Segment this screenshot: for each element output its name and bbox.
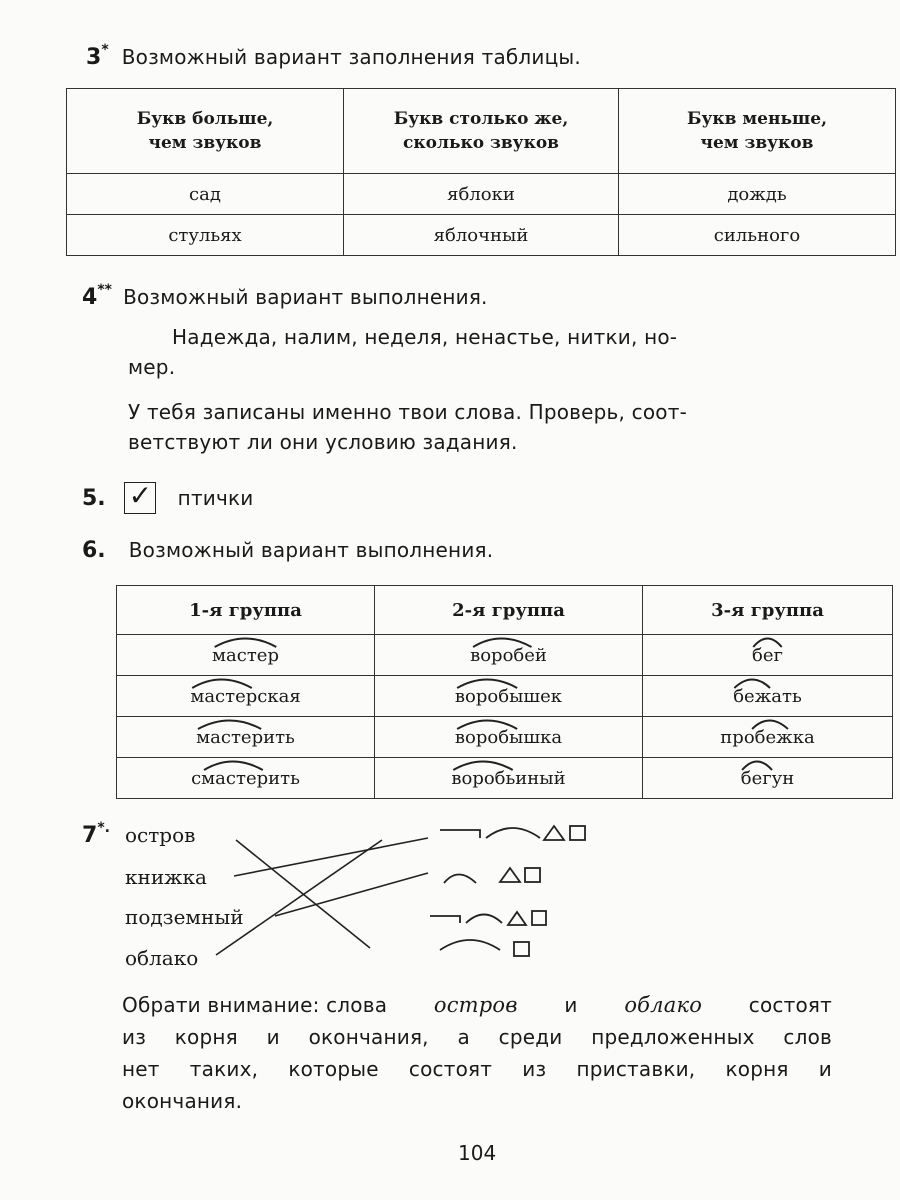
task6-text: Возможный вариант выполнения. bbox=[128, 538, 494, 562]
task7-note-line4: окончания. bbox=[122, 1089, 243, 1113]
word-scheme-icon bbox=[440, 940, 529, 956]
word-scheme-icon bbox=[444, 868, 540, 883]
table-header-cell: 2-я группа bbox=[375, 586, 643, 635]
root-word: смастерить bbox=[191, 768, 300, 789]
root-word: мастер bbox=[212, 645, 279, 666]
task5-number: 5. bbox=[82, 485, 106, 511]
task4-number: 4** bbox=[82, 282, 112, 311]
root-word: бежать bbox=[733, 686, 802, 707]
task7-word: книжка bbox=[125, 865, 207, 889]
table-header-cell: 1-я группа bbox=[117, 586, 375, 635]
task3-text: Возможный вариант заполнения таблицы. bbox=[121, 45, 581, 70]
task4-text: Возможный вариант выполнения. bbox=[123, 285, 488, 310]
task7-note-line2: из корня и окончания, а среди предложенных слов bbox=[122, 1025, 832, 1049]
match-line bbox=[234, 838, 428, 876]
task7-word: остров bbox=[125, 823, 196, 847]
root-word: мастерская bbox=[190, 686, 300, 707]
task5-answer: птички bbox=[177, 486, 254, 510]
table-header-cell: Букв меньше, чем звуков bbox=[619, 89, 896, 174]
root-word: воробышек bbox=[455, 686, 562, 707]
root-word: воробьиный bbox=[451, 768, 565, 789]
root-word: бег bbox=[752, 645, 783, 666]
match-line bbox=[275, 873, 428, 916]
task7-note-line3: нет таких, которые состоят из приставки, корня и bbox=[122, 1057, 832, 1081]
task7-word: подземный bbox=[125, 905, 244, 929]
table-header-cell: Букв больше, чем звуков bbox=[67, 89, 344, 174]
table-cell: яблоки bbox=[344, 174, 619, 215]
task4-note-line1: У тебя записаны именно твои слова. Проверь, соот- bbox=[128, 400, 687, 424]
table-header-cell: 3-я группа bbox=[643, 586, 893, 635]
task7-number: 7*. bbox=[82, 820, 110, 849]
word-scheme-icon bbox=[430, 911, 546, 925]
root-word: пробежка bbox=[720, 727, 814, 748]
page-number: 104 bbox=[458, 1141, 497, 1165]
root-word: бегун bbox=[741, 768, 795, 789]
check-mark-icon: ✓ bbox=[128, 479, 153, 512]
table-cell: сильного bbox=[619, 215, 896, 256]
task4-note-line2: ветствуют ли они условию задания. bbox=[128, 430, 518, 454]
task3-number: 3* bbox=[86, 42, 109, 71]
task7-word: облако bbox=[125, 946, 199, 970]
task6-number: 6. bbox=[82, 538, 106, 563]
table-header-cell: Букв столько же, сколько звуков bbox=[344, 89, 619, 174]
task4-words-line1: Надежда, налим, неделя, ненастье, нитки, но- bbox=[172, 325, 678, 349]
task4-words-line2: мер. bbox=[128, 355, 176, 379]
root-word: воробышка bbox=[455, 727, 562, 748]
table-cell: яблочный bbox=[344, 215, 619, 256]
task7-note-line1: Обрати внимание: слова остров и облако состоят bbox=[122, 993, 832, 1017]
emphasized-word: облако bbox=[624, 993, 703, 1017]
table-cell: дождь bbox=[619, 174, 896, 215]
root-word: мастерить bbox=[196, 727, 295, 748]
root-word: воробей bbox=[470, 645, 547, 666]
emphasized-word: остров bbox=[433, 993, 518, 1017]
table-cell: сад bbox=[67, 174, 344, 215]
word-scheme-icon bbox=[440, 826, 585, 840]
table-cell: стульях bbox=[67, 215, 344, 256]
